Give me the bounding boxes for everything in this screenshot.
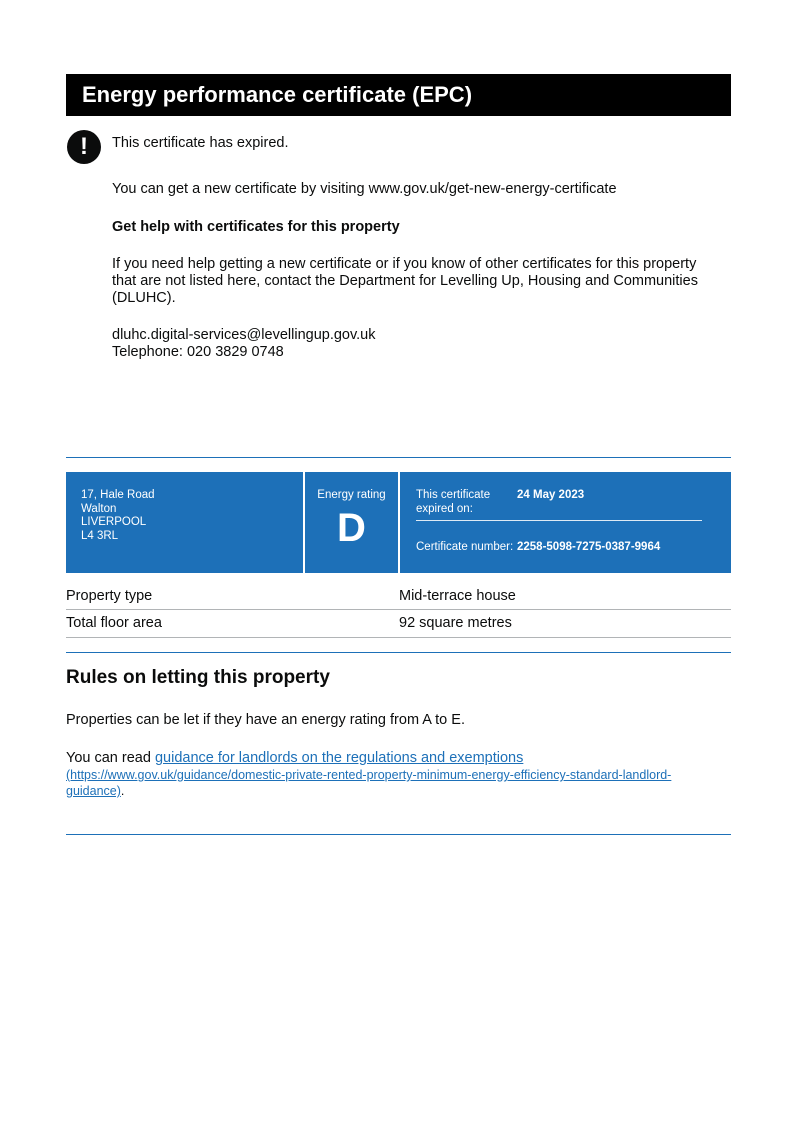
property-type-label: Property type (66, 588, 153, 604)
guidance-link[interactable]: guidance for landlords on the regulations and exemptions (154, 750, 524, 766)
guidance-url-suffix: . (120, 784, 125, 798)
expired-on-label (416, 489, 506, 516)
address-panel (66, 472, 303, 573)
guidance-sentence (66, 750, 523, 767)
exclamation-icon: ! (67, 130, 101, 164)
expired-on-label-line: This certificate (416, 489, 491, 501)
page-title: Energy performance certificate (EPC) (82, 82, 473, 107)
contact-telephone: Telephone: 020 3829 0748 (112, 344, 284, 360)
energy-rating-label: Energy rating (317, 489, 386, 501)
row-divider (66, 637, 731, 638)
certificate-number: 2258-5098-7275-0387-9964 (517, 541, 661, 553)
guidance-prefix: You can read (66, 750, 155, 766)
guidance-url-end (66, 783, 124, 799)
row-divider (66, 609, 731, 610)
guidance-url-link[interactable]: (https://www.gov.uk/guidance/domestic-private-rented-property-minimum-energy-efficiency-standard-landlord- (66, 768, 672, 782)
energy-rating-value: D (337, 506, 366, 550)
help-text-line-2: that are not listed here, contact the Department for Levelling Up, Housing and Communities (112, 273, 698, 289)
section-divider (66, 834, 731, 835)
new-certificate-text: You can get a new certificate by visiting www.gov.uk/get-new-energy-certificate (112, 181, 617, 197)
help-text-line-3: (DLUHC). (112, 290, 176, 306)
expired-on-label-line: expired on: (416, 502, 473, 515)
property-address (81, 489, 155, 543)
property-type-value: Mid-terrace house (399, 588, 516, 604)
page-title-bar (66, 74, 731, 116)
help-text-line-1: If you need help getting a new certificate or if you know of other certificates for this property (112, 256, 697, 272)
guidance-url-link-end[interactable]: guidance) (66, 784, 121, 798)
address-line: 17, Hale Road (81, 489, 155, 501)
address-line: L4 3RL (81, 529, 119, 542)
address-line: Walton (81, 502, 117, 515)
address-line: LIVERPOOL (81, 516, 147, 528)
section-divider (66, 457, 731, 458)
floor-area-value: 92 square metres (399, 615, 512, 631)
certificate-panel (400, 472, 731, 573)
expired-notice: This certificate has expired. (112, 135, 289, 151)
letting-heading: Rules on letting this property (66, 667, 330, 688)
help-heading: Get help with certificates for this property (112, 219, 400, 235)
guidance-url (66, 767, 671, 783)
certificate-divider (416, 520, 702, 521)
floor-area-label: Total floor area (66, 615, 162, 631)
expired-date: 24 May 2023 (517, 489, 585, 501)
contact-email[interactable]: dluhc.digital-services@levellingup.gov.uk (112, 327, 376, 343)
section-divider (66, 652, 731, 653)
letting-rule-text: Properties can be let if they have an energy rating from A to E. (66, 712, 465, 728)
certificate-number-label: Certificate number: (416, 541, 514, 553)
energy-rating-panel (305, 472, 398, 573)
